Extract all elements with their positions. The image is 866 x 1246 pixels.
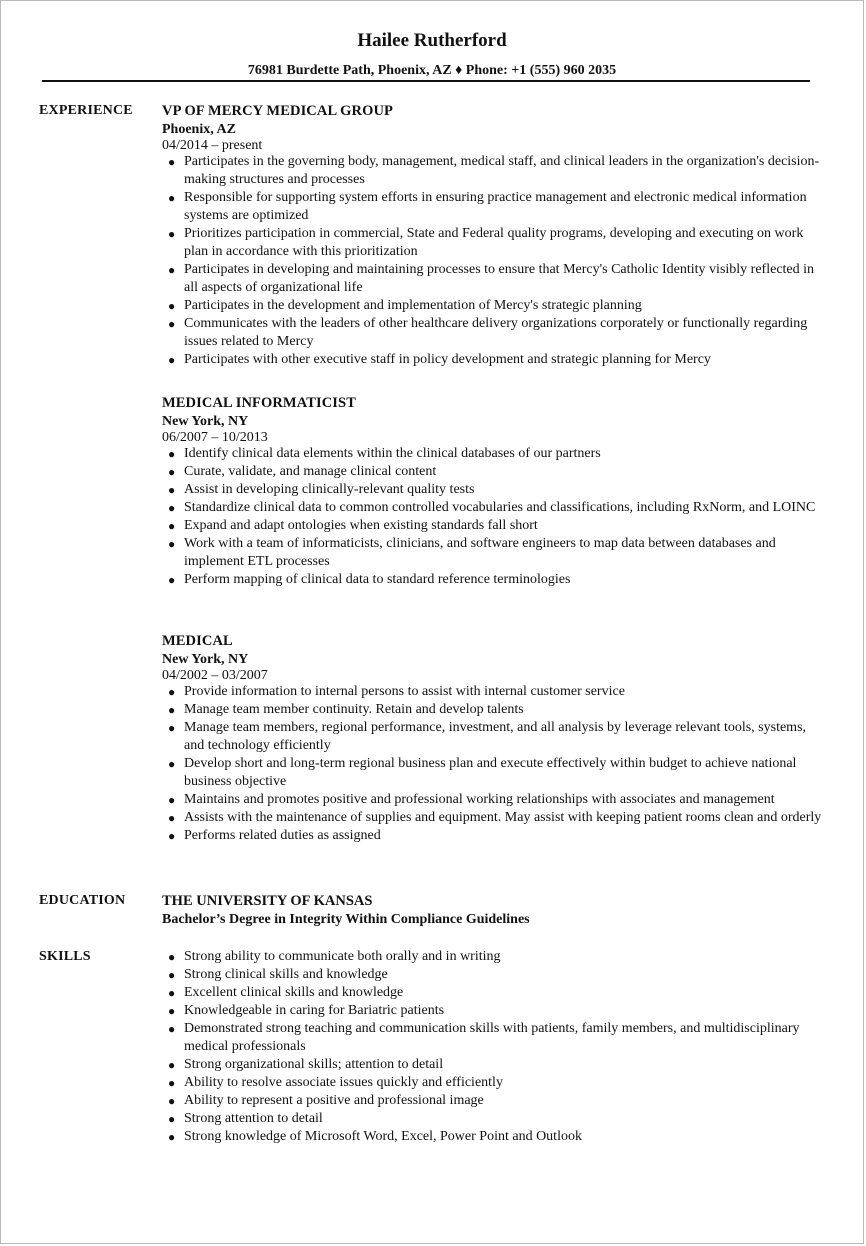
bullet-icon: ● [168, 986, 176, 1000]
bullet-icon: ● [168, 685, 176, 699]
list-item: ● Strong ability to communicate both orally and in writing [168, 949, 501, 964]
list-item: ● Participates in developing and maintaining processes to ensure that Mercy's Catholic Identity visibly reflected in all aspects of organizational life [168, 262, 815, 295]
bullet-icon: ● [168, 263, 176, 277]
list-item: ● Ability to represent a positive and professional image [168, 1093, 484, 1108]
bullet-icon: ● [168, 299, 176, 313]
job-title: MEDICAL INFORMATICIST [162, 395, 356, 411]
candidate-name: Hailee Rutherford [357, 30, 507, 51]
list-item: ● Standardize clinical data to common controlled vocabularies and classifications, including RxNorm, and LOINC [168, 500, 816, 515]
list-item: ● Manage team members, regional performance, investment, and all analysis by leverage relevant tools, systems, and technology efficiently [168, 720, 807, 753]
list-item: ● Maintains and promotes positive and professional working relationships with associates and management [168, 792, 775, 807]
job-title: VP OF MERCY MEDICAL GROUP [162, 103, 394, 119]
degree-name: Bachelor’s Degree in Integrity Within Compliance Guidelines [162, 912, 530, 927]
job-bullet-list [162, 153, 822, 369]
skills-entry [162, 948, 822, 1146]
job-entry [162, 632, 822, 845]
section-label-experience: EXPERIENCE [39, 103, 133, 118]
list-item: ● Provide information to internal persons to assist with internal customer service [168, 684, 625, 699]
list-item: ● Strong clinical skills and knowledge [168, 967, 388, 982]
bullet-icon: ● [168, 155, 176, 169]
contact-line: 76981 Burdette Path, Phoenix, AZ ♦ Phone: +1 (555) 960 2035 [247, 63, 617, 78]
section-label-education: EDUCATION [39, 893, 126, 908]
job-entry [162, 394, 822, 589]
list-item: ● Strong knowledge of Microsoft Word, Excel, Power Point and Outlook [168, 1129, 582, 1144]
list-item: ● Strong organizational skills; attention to detail [168, 1057, 444, 1072]
list-item: ● Assist in developing clinically-relevant quality tests [168, 482, 475, 497]
education-entry [162, 892, 822, 929]
bullet-icon: ● [168, 537, 176, 551]
job-bullet-list [162, 445, 822, 589]
job-bullet-list [162, 683, 822, 845]
list-item: ● Demonstrated strong teaching and communication skills with patients, family members, and multidisciplinary medical professionals [168, 1021, 800, 1054]
bullet-icon: ● [168, 721, 176, 735]
list-item: ● Participates with other executive staff in policy development and strategic planning for Mercy [168, 352, 711, 367]
bullet-icon: ● [168, 1076, 176, 1090]
skills-list [162, 948, 822, 1146]
bullet-icon: ● [168, 573, 176, 587]
list-item: ● Identify clinical data elements within the clinical databases of our partners [168, 446, 601, 461]
bullet-icon: ● [168, 353, 176, 367]
bullet-icon: ● [168, 811, 176, 825]
bullet-icon: ● [168, 829, 176, 843]
bullet-icon: ● [168, 1022, 176, 1036]
job-title: MEDICAL [162, 633, 233, 649]
job-location: Phoenix, AZ [162, 122, 236, 137]
bullet-icon: ● [168, 317, 176, 331]
bullet-icon: ● [168, 501, 176, 515]
job-location: New York, NY [162, 652, 249, 667]
bullet-icon: ● [168, 1058, 176, 1072]
list-item: ● Knowledgeable in caring for Bariatric patients [168, 1003, 445, 1018]
bullet-icon: ● [168, 950, 176, 964]
list-item: ● Work with a team of informaticists, clinicians, and software engineers to map data between databases and implement ETL processes [168, 536, 776, 569]
list-item: ● Participates in the development and implementation of Mercy's strategic planning [168, 298, 642, 313]
bullet-icon: ● [168, 465, 176, 479]
job-entry [162, 102, 822, 369]
list-item: ● Communicates with the leaders of other healthcare delivery organizations corporately or functionally regarding issues related to Mercy [168, 316, 808, 349]
section-label-skills: SKILLS [39, 949, 91, 964]
list-item: ● Ability to resolve associate issues quickly and efficiently [168, 1075, 503, 1090]
bullet-icon: ● [168, 793, 176, 807]
list-item: ● Performs related duties as assigned [168, 828, 381, 843]
job-location: New York, NY [162, 414, 249, 429]
bullet-icon: ● [168, 483, 176, 497]
list-item: ● Curate, validate, and manage clinical content [168, 464, 437, 479]
list-item: ● Develop short and long-term regional business plan and execute effectively within budget to achieve national business objective [168, 756, 797, 789]
bullet-icon: ● [168, 968, 176, 982]
bullet-icon: ● [168, 757, 176, 771]
bullet-icon: ● [168, 1094, 176, 1108]
list-item: ● Perform mapping of clinical data to standard reference terminologies [168, 572, 571, 587]
list-item: ● Assists with the maintenance of supplies and equipment. May assist with keeping patient rooms clean and orderly [168, 810, 822, 825]
bullet-icon: ● [168, 1112, 176, 1126]
list-item: ● Strong attention to detail [168, 1111, 323, 1126]
bullet-icon: ● [168, 191, 176, 205]
job-dates: 04/2002 – 03/2007 [162, 668, 268, 683]
list-item: ● Participates in the governing body, management, medical staff, and clinical leaders in the organization's decision-making structures and processes [168, 154, 820, 187]
bullet-icon: ● [168, 227, 176, 241]
bullet-icon: ● [168, 447, 176, 461]
bullet-icon: ● [168, 1130, 176, 1144]
list-item: ● Responsible for supporting system efforts in ensuring practice management and electronic medical information systems are optimized [168, 190, 807, 223]
job-dates: 04/2014 – present [162, 138, 263, 153]
bullet-icon: ● [168, 1004, 176, 1018]
school-name: THE UNIVERSITY OF KANSAS [162, 893, 373, 909]
header-divider [42, 80, 810, 82]
list-item: ● Excellent clinical skills and knowledge [168, 985, 404, 1000]
list-item: ● Manage team member continuity. Retain and develop talents [168, 702, 524, 717]
bullet-icon: ● [168, 519, 176, 533]
bullet-icon: ● [168, 703, 176, 717]
list-item: ● Expand and adapt ontologies when existing standards fall short [168, 518, 538, 533]
job-dates: 06/2007 – 10/2013 [162, 430, 268, 445]
list-item: ● Prioritizes participation in commercial, State and Federal quality programs, developing and executing on work plan in accordance with this prioritization [168, 226, 804, 259]
